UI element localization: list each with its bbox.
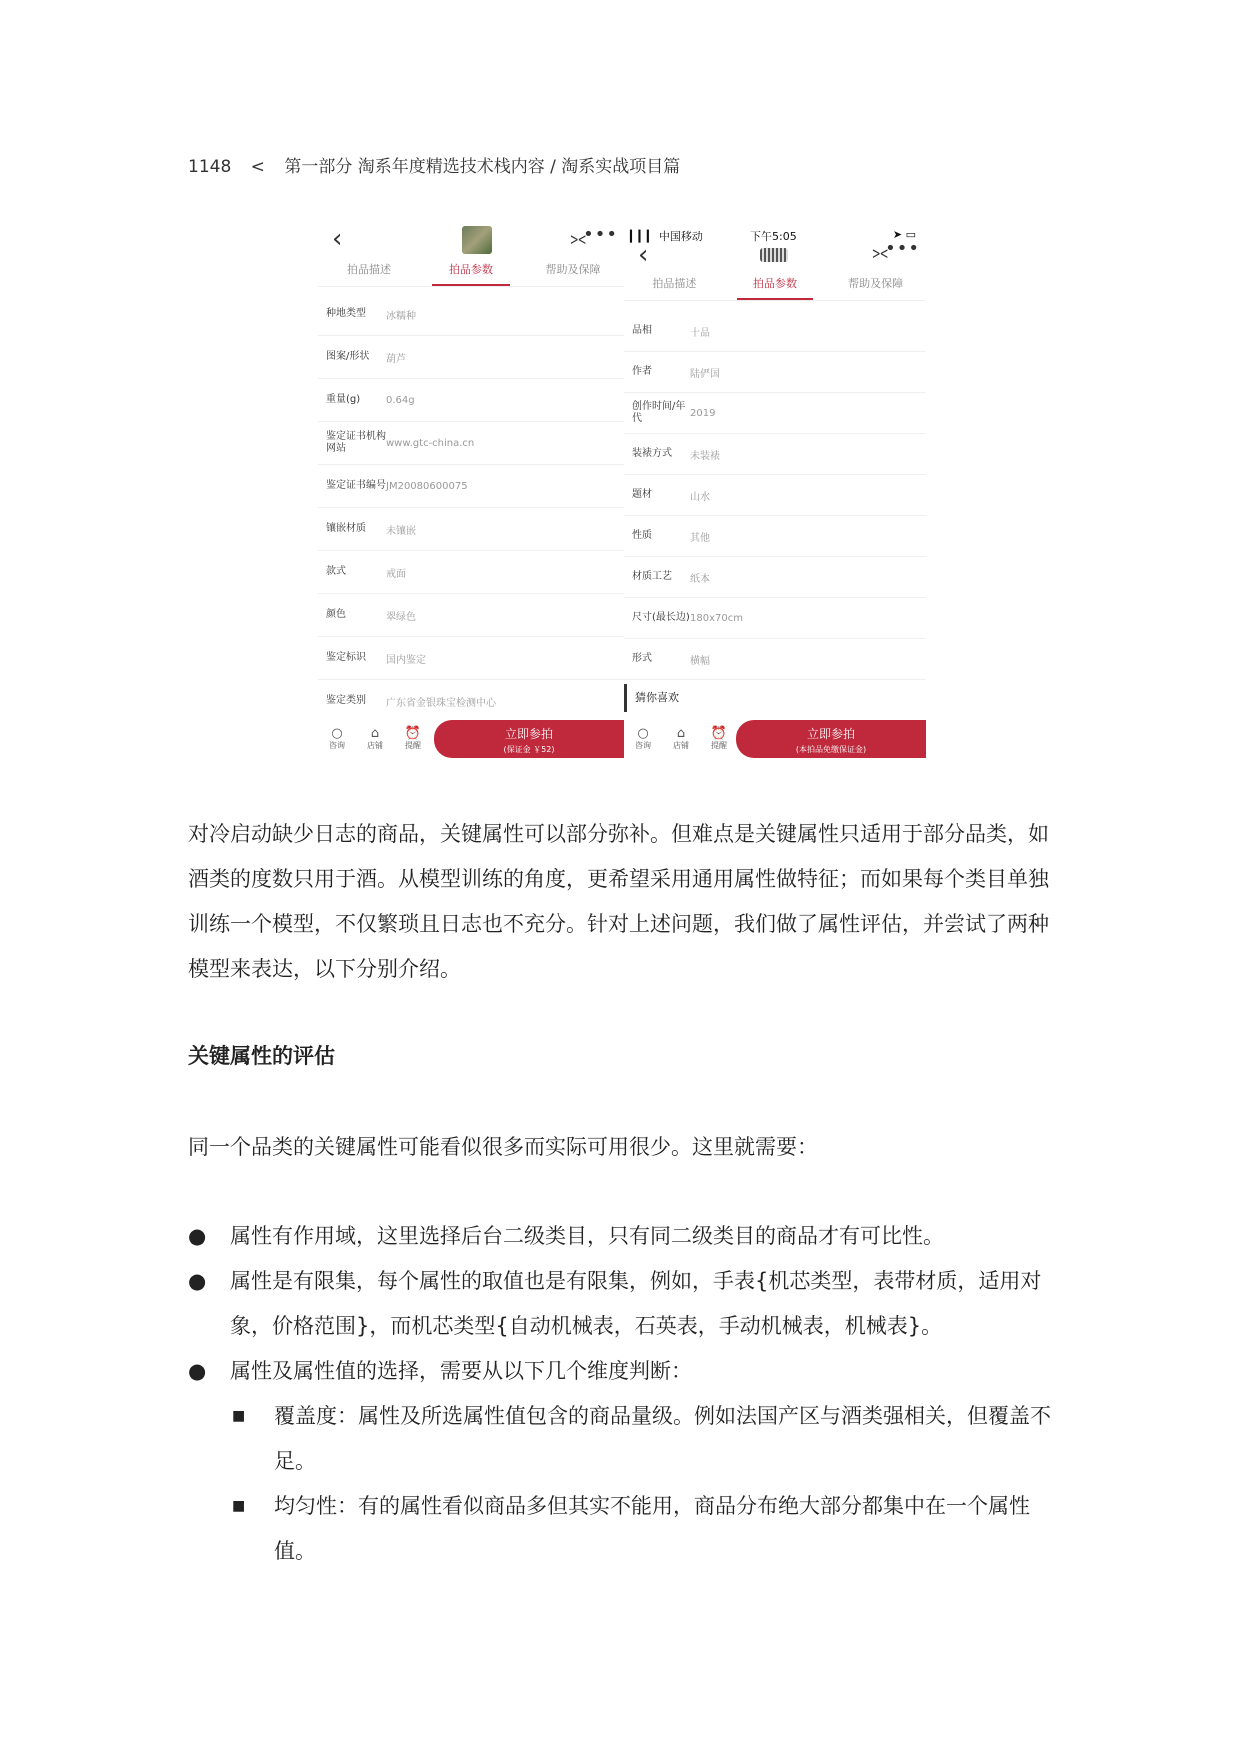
bullet-item: [188, 1214, 1054, 1259]
param-value: 十品: [690, 327, 710, 339]
param-key: 颜色: [326, 609, 346, 620]
screenshot-painting-params: [624, 218, 926, 758]
bullet-dot-icon: ●: [188, 1359, 207, 1383]
consult-label: 咨询: [635, 741, 651, 750]
tab-description[interactable]: 拍品描述: [347, 263, 391, 276]
param-key: 种地类型: [326, 308, 366, 319]
product-thumbnail: [462, 226, 492, 254]
tab-help[interactable]: 帮助及保障: [848, 277, 904, 290]
shop-button[interactable]: [356, 727, 394, 751]
param-row: [318, 336, 624, 379]
bullet-dot-icon: ●: [188, 1224, 207, 1248]
alarm-icon: ⏰: [710, 726, 728, 741]
param-row: [624, 475, 926, 516]
param-value: 2019: [690, 407, 716, 419]
param-row: [318, 551, 624, 594]
consult-icon: ○: [331, 726, 343, 741]
param-row: [318, 594, 624, 637]
param-value: 山水: [690, 491, 710, 503]
page-header: [188, 152, 694, 177]
tab-bar: [624, 274, 926, 301]
nav-bar: [624, 238, 926, 274]
battery-icon: ➤ ▭: [892, 228, 916, 241]
shop-logo: [760, 248, 788, 262]
param-row: [318, 293, 624, 336]
status-time: 下午5:05: [750, 230, 797, 243]
param-value: 180x70cm: [690, 612, 743, 624]
param-key: 尺寸(最长边): [632, 612, 690, 623]
param-value: 葫芦: [386, 353, 406, 365]
param-key: 装裱方式: [632, 448, 672, 459]
param-row: [318, 422, 624, 465]
param-key: 创作时间/年代: [632, 401, 686, 424]
param-list: [318, 293, 624, 723]
param-key: 重量(g): [326, 394, 361, 405]
param-row: [624, 352, 926, 393]
param-value: 戒面: [386, 568, 406, 580]
share-icon[interactable]: ⪥: [872, 242, 888, 263]
back-arrow-icon[interactable]: ‹: [332, 224, 343, 254]
sub-bullet-item: [232, 1484, 1054, 1574]
remind-label: 提醒: [405, 741, 421, 750]
bid-label: 立即参拍: [504, 727, 553, 741]
param-key: 款式: [326, 566, 346, 577]
remind-label: 提醒: [711, 741, 727, 750]
param-value: JM20080600075: [386, 480, 468, 492]
guess-you-like-title: 猜你喜欢: [624, 684, 926, 712]
param-key: 性质: [632, 530, 652, 541]
bottom-bar: [624, 720, 926, 758]
page-number: 1148: [188, 157, 232, 177]
param-value: 陆俨国: [690, 368, 720, 380]
param-key: 鉴定证书机构网站: [326, 431, 386, 454]
shop-label: 店铺: [367, 741, 383, 750]
bid-deposit: (本拍品免缴保证金): [795, 745, 867, 754]
param-value: 广东省金银珠宝检测中心: [386, 697, 496, 709]
bullet-item: [188, 1259, 1054, 1349]
param-row: [624, 639, 926, 680]
shop-icon: ⌂: [370, 726, 380, 741]
param-key: 图案/形状: [326, 351, 370, 362]
nav-bar: [318, 218, 624, 260]
param-key: 鉴定标识: [326, 652, 366, 663]
bullet-text: 属性是有限集，每个属性的取值也是有限集，例如，手表{机芯类型，表带材质，适用对象，价格范围}，而机芯类型{自动机械表，石英表，手动机械表，机械表}。: [230, 1269, 1042, 1338]
bullet-item: [188, 1349, 1054, 1394]
sub-bullet-text: 均匀性：有的属性看似商品多但其实不能用，商品分布绝大部分都集中在一个属性值。: [274, 1494, 1030, 1563]
bid-button[interactable]: [736, 720, 926, 758]
remind-button[interactable]: [394, 727, 432, 751]
tab-help[interactable]: 帮助及保障: [545, 263, 601, 276]
status-bar: [624, 218, 926, 243]
back-arrow-icon[interactable]: ‹: [638, 240, 649, 270]
sub-bullet-text: 覆盖度：属性及所选属性值包含的商品量级。例如法国产区与酒类强相关，但覆盖不足。: [274, 1404, 1051, 1473]
tab-description[interactable]: 拍品描述: [652, 277, 697, 290]
section-heading: 关键属性的评估: [188, 1044, 335, 1068]
screenshot-jade-params: [318, 218, 624, 758]
param-value: www.gtc-china.cn: [386, 437, 475, 449]
paragraph-intro: 对冷启动缺少日志的商品，关键属性可以部分弥补。但难点是关键属性只适用于部分品类，如酒类的度数只用于酒。从模型训练的角度，更希望采用通用属性做特征；而如果每个类目单独训练一个模型，不仅繁琐且日志也不充分。针对上述问题，我们做了属性评估，并尝试了两种模型来表达，以下分别介绍。: [188, 822, 1049, 981]
more-icon[interactable]: •••: [885, 238, 920, 259]
param-row: [318, 379, 624, 422]
param-key: 鉴定类别: [326, 695, 366, 706]
param-value: 冰糯种: [386, 310, 416, 322]
param-value: 横幅: [690, 655, 710, 667]
param-key: 镶嵌材质: [326, 523, 366, 534]
param-row: [318, 637, 624, 680]
param-row: [624, 557, 926, 598]
carrier: ▎▎▎ 中国移动: [630, 230, 703, 243]
remind-button[interactable]: [700, 727, 738, 751]
param-row: [624, 311, 926, 352]
param-value: 纸本: [690, 573, 710, 585]
consult-button[interactable]: [318, 727, 356, 751]
tab-params[interactable]: 拍品参数: [420, 260, 522, 286]
param-key: 品相: [632, 325, 652, 336]
tab-bar: [318, 260, 624, 287]
carrier-name: 中国移动: [658, 230, 703, 243]
param-key: 作者: [632, 366, 652, 377]
consult-icon: ○: [637, 726, 649, 741]
param-value: 国内鉴定: [386, 654, 426, 666]
bullet-text: 属性及属性值的选择，需要从以下几个维度判断：: [230, 1359, 692, 1383]
param-row: [624, 516, 926, 557]
param-value: 未镶嵌: [386, 525, 416, 537]
breadcrumb: 第一部分 淘系年度精选技术栈内容 / 淘系实战项目篇: [284, 157, 681, 177]
shop-icon: ⌂: [676, 726, 686, 741]
shop-label: 店铺: [673, 741, 689, 750]
bullet-square-icon: ■: [232, 1408, 246, 1424]
tab-params[interactable]: 拍品参数: [725, 274, 826, 300]
param-value: 翠绿色: [386, 611, 416, 623]
shop-button[interactable]: [662, 727, 700, 751]
param-value: 0.64g: [386, 394, 415, 406]
param-row: [624, 434, 926, 475]
paragraph-need: 同一个品类的关键属性可能看似很多而实际可用很少。这里就需要：: [188, 1135, 818, 1159]
param-key: 鉴定证书编号: [326, 480, 386, 491]
param-row: [624, 598, 926, 639]
bullet-text: 属性有作用域，这里选择后台二级类目，只有同二级类目的商品才有可比性。: [230, 1224, 944, 1248]
param-key: 材质工艺: [632, 571, 672, 582]
consult-label: 咨询: [329, 741, 345, 750]
bid-deposit: (保证金 ￥52): [503, 745, 555, 754]
consult-button[interactable]: [624, 727, 662, 751]
bullet-square-icon: ■: [232, 1498, 246, 1514]
alarm-icon: ⏰: [404, 726, 422, 741]
bid-button[interactable]: [434, 720, 624, 758]
header-separator: <: [250, 157, 265, 177]
param-row: [318, 680, 624, 723]
param-value: 未装裱: [690, 450, 720, 462]
param-list: [624, 311, 926, 680]
share-icon[interactable]: ⪥: [570, 228, 586, 249]
param-row: [624, 393, 926, 434]
bullet-dot-icon: ●: [188, 1269, 207, 1293]
param-key: 题材: [632, 489, 652, 500]
param-key: 形式: [632, 653, 652, 664]
bid-label: 立即参拍: [806, 727, 855, 741]
param-row: [318, 508, 624, 551]
param-row: [318, 465, 624, 508]
sub-bullet-item: [232, 1394, 1054, 1484]
param-value: 其他: [690, 532, 710, 544]
more-icon[interactable]: •••: [583, 224, 618, 245]
bottom-bar: [318, 720, 624, 758]
